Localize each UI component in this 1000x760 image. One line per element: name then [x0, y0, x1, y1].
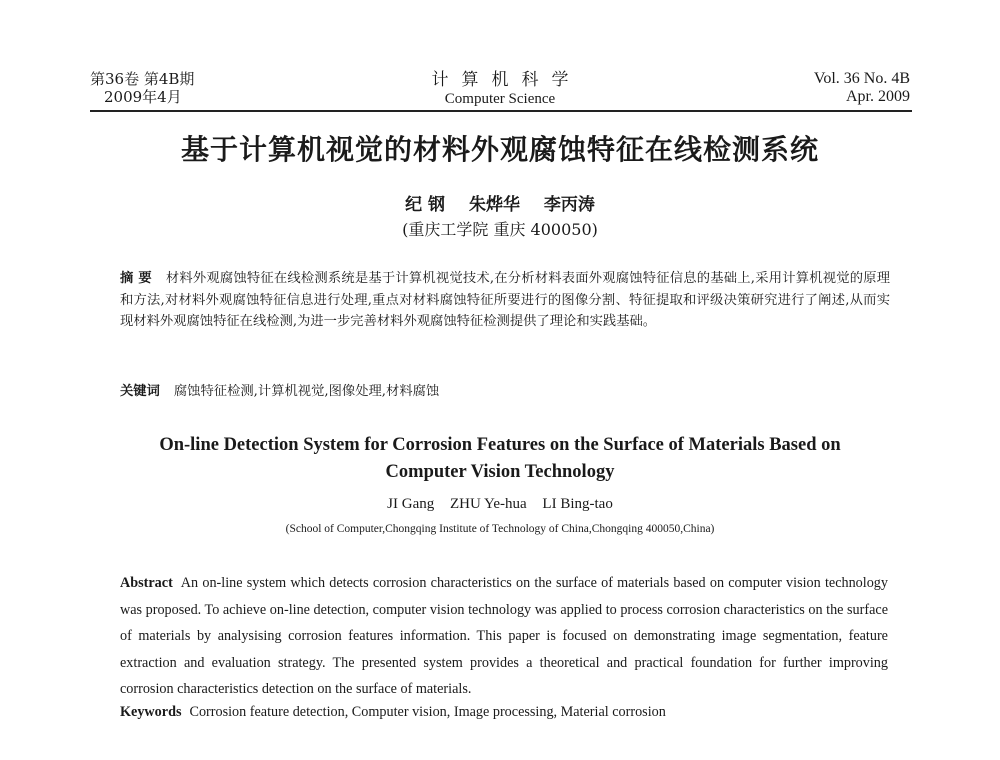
journal-name-cn: 计算机科学 [431, 70, 582, 90]
keywords-cn-text: 腐蚀特征检测,计算机视觉,图像处理,材料腐蚀 [173, 384, 440, 399]
author-cn-1: 纪 钢 [405, 195, 446, 215]
authors-cn [0, 190, 1000, 215]
authors-en [0, 496, 1000, 513]
header-right [814, 70, 910, 106]
abstract-en-label: Abstract [120, 575, 173, 591]
volume-en: Vol. 36 No. 4B [813, 70, 910, 87]
header-rule [90, 110, 912, 112]
date-en: Apr. 2009 [846, 88, 910, 105]
abstract-cn-label: 摘 要 [120, 271, 152, 286]
abstract-cn-text: 材料外观腐蚀特征在线检测系统是基于计算机视觉技术,在分析材料表面外观腐蚀特征信息的基础上,采用计算机视觉的原理和方法,对材料外观腐蚀特征信息进行处理,重点对材料腐蚀特征所要进行的图像分割、特征提取和评级决策研究进行了阐述,从而实现材料外观腐蚀特征在线检测,为进一步完善材料外观腐蚀特征检测提供了理论和实践基础。 [120, 271, 890, 329]
header-center [400, 70, 600, 108]
author-cn-2: 朱烨华 [468, 195, 520, 215]
abstract-cn [120, 268, 890, 333]
author-en-3: LI Bing-tao [542, 496, 613, 512]
abstract-en [120, 570, 888, 703]
paper-title-en: On-line Detection System for Corrosion Features on the Surface of Materials Based on Computer Vision Technology [159, 435, 841, 482]
keywords-en [120, 704, 888, 721]
author-en-1: JI Gang [387, 496, 435, 512]
keywords-cn-label: 关键词 [120, 384, 160, 399]
abstract-en-text: An on-line system which detects corrosion characteristics on the surface of materials based on computer vision technology was proposed. To achieve on-line detection, computer vision technology was applied to process corrosion characteristics on the surface of materials by analysising corrosion features information. This paper is focused on demonstrating image segmentation, feature extraction and evaluation strategy. The presented system provides a theoretical and practical foundation for further improving corrosion characteristics detection on the surface of materials. [120, 575, 888, 697]
author-cn-3: 李丙涛 [543, 195, 595, 215]
author-en-2: ZHU Ye-hua [450, 496, 527, 512]
keywords-en-label: Keywords [120, 704, 182, 720]
paper-title-cn: 基于计算机视觉的材料外观腐蚀特征在线检测系统 [180, 133, 819, 166]
volume-issue: 第36卷 第4B期 [90, 70, 195, 88]
date-cn: 2009年4月 [104, 88, 182, 106]
affiliation-en: (School of Computer,Chongqing Institute of Technology of China,Chongqing 400050,China) [285, 523, 715, 535]
keywords-en-text: Corrosion feature detection, Computer vision, Image processing, Material corrosion [189, 704, 666, 720]
keywords-cn [120, 380, 890, 399]
header-left [90, 70, 194, 106]
journal-name-en: Computer Science [444, 91, 556, 107]
running-header [90, 70, 910, 114]
affiliation-cn: (重庆工学院 重庆 400050) [402, 220, 598, 239]
